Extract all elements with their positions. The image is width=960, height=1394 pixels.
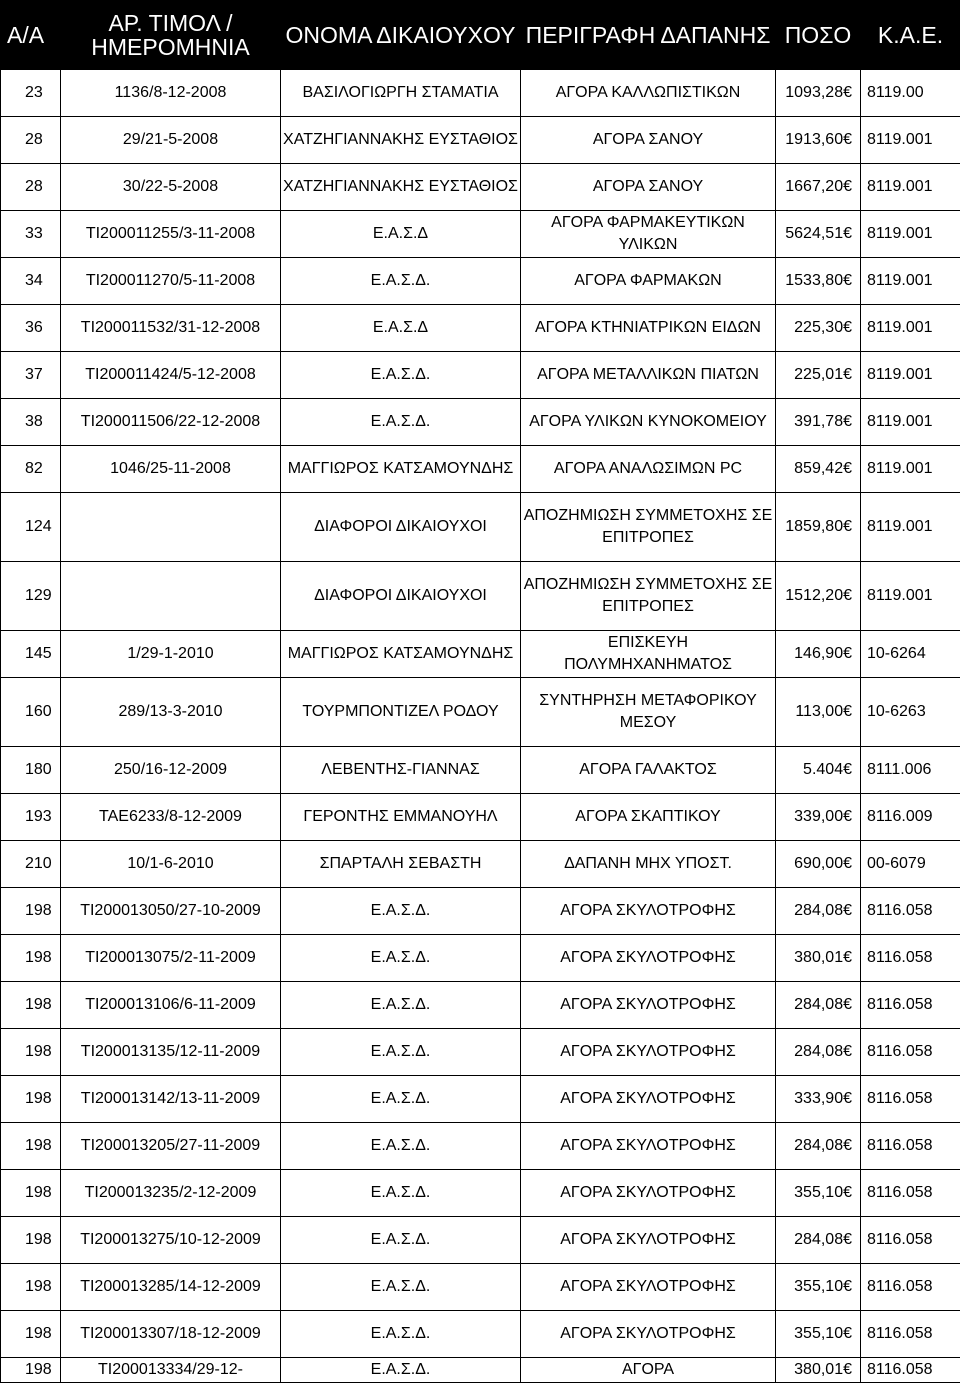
table-row: [1, 1170, 960, 1217]
beneficiary-cell: Ε.Α.Σ.Δ.: [281, 1311, 521, 1358]
aa-cell: 198: [1, 1311, 61, 1358]
amount-value: 5.404: [803, 761, 844, 778]
amount-cell: [776, 935, 861, 982]
euro-sign: €: [843, 272, 852, 289]
description-cell: ΑΓΟΡΑ ΓΑΛΑΚΤΟΣ: [521, 747, 776, 794]
amount-value: 146,90: [794, 645, 844, 662]
invoice-date-cell: ΤΙ200011270/5-11-2008: [61, 258, 281, 305]
beneficiary-cell: ΣΠΑΡΤΑΛΗ ΣΕΒΑΣΤΗ: [281, 841, 521, 888]
beneficiary-cell: Ε.Α.Σ.Δ.: [281, 935, 521, 982]
kae-cell: 10-6264: [861, 631, 960, 678]
beneficiary-cell: ΜΑΓΓΙΩΡΟΣ ΚΑΤΣΑΜΟΥΝΔΗΣ: [281, 631, 521, 678]
kae-cell: 8116.058: [861, 1358, 960, 1383]
invoice-date-cell: 30/22-5-2008: [61, 164, 281, 211]
header-invoice-date: ΑΡ. ΤΙΜΟΛ / ΗΜΕΡΟΜΗΝΙΑ: [61, 1, 281, 70]
euro-sign: €: [843, 645, 852, 662]
amount-cell: [776, 446, 861, 493]
table-row: [1, 399, 960, 446]
euro-sign: €: [843, 1043, 852, 1060]
kae-cell: 8116.058: [861, 888, 960, 935]
invoice-date-cell: ΤΙ200013135/12-11-2009: [61, 1029, 281, 1076]
euro-sign: €: [843, 84, 852, 101]
euro-sign: €: [843, 703, 852, 720]
amount-cell: [776, 1358, 861, 1383]
beneficiary-cell: Ε.Α.Σ.Δ.: [281, 982, 521, 1029]
table-row: [1, 1123, 960, 1170]
kae-cell: 8119.001: [861, 352, 960, 399]
table-row: [1, 1217, 960, 1264]
aa-cell: 37: [1, 352, 61, 399]
table-row: [1, 1264, 960, 1311]
beneficiary-cell: Ε.Α.Σ.Δ.: [281, 352, 521, 399]
aa-cell: 28: [1, 117, 61, 164]
amount-cell: [776, 493, 861, 562]
kae-cell: 8119.00: [861, 70, 960, 117]
header-row: [1, 1, 960, 70]
aa-cell: 198: [1, 1029, 61, 1076]
amount-value: 690,00: [794, 855, 844, 872]
amount-cell: [776, 1264, 861, 1311]
amount-value: 284,08: [794, 902, 844, 919]
table-row: [1, 841, 960, 888]
kae-cell: 8119.001: [861, 562, 960, 631]
description-cell: ΑΓΟΡΑ ΑΝΑΛΩΣΙΜΩΝ PC: [521, 446, 776, 493]
header-description: ΠΕΡΙΓΡΑΦΗ ΔΑΠΑΝΗΣ: [521, 1, 776, 70]
description-cell: ΑΓΟΡΑ ΣΑΝΟΥ: [521, 117, 776, 164]
table-row: [1, 678, 960, 747]
aa-cell: 180: [1, 747, 61, 794]
euro-sign: €: [843, 319, 852, 336]
table-row: [1, 258, 960, 305]
amount-value: 355,10: [794, 1184, 844, 1201]
kae-cell: 8119.001: [861, 399, 960, 446]
kae-cell: 8116.058: [861, 1170, 960, 1217]
amount-cell: [776, 1311, 861, 1358]
description-cell: ΑΓΟΡΑ ΜΕΤΑΛΛΙΚΩΝ ΠΙΑΤΩΝ: [521, 352, 776, 399]
amount-value: 380,01: [794, 949, 844, 966]
amount-value: 391,78: [794, 413, 844, 430]
amount-cell: [776, 1076, 861, 1123]
kae-cell: 8119.001: [861, 164, 960, 211]
kae-cell: 8116.058: [861, 1264, 960, 1311]
amount-value: 1667,20: [785, 178, 844, 195]
kae-cell: 8119.001: [861, 493, 960, 562]
invoice-date-cell: ΤΙ200013205/27-11-2009: [61, 1123, 281, 1170]
kae-cell: 8116.058: [861, 1217, 960, 1264]
aa-cell: 34: [1, 258, 61, 305]
amount-cell: [776, 982, 861, 1029]
table-row: [1, 1311, 960, 1358]
table-row: [1, 211, 960, 258]
description-cell: ΑΓΟΡΑ ΣΚΥΛΟΤΡΟΦΗΣ: [521, 1217, 776, 1264]
amount-cell: [776, 1123, 861, 1170]
invoice-date-cell: ΤΙ200011424/5-12-2008: [61, 352, 281, 399]
kae-cell: 8116.058: [861, 1029, 960, 1076]
aa-cell: 38: [1, 399, 61, 446]
description-cell: ΑΓΟΡΑ ΦΑΡΜΑΚΕΥΤΙΚΩΝ ΥΛΙΚΩΝ: [521, 211, 776, 258]
aa-cell: 124: [1, 493, 61, 562]
amount-cell: [776, 1170, 861, 1217]
euro-sign: €: [843, 366, 852, 383]
kae-cell: 10-6263: [861, 678, 960, 747]
beneficiary-cell: ΧΑΤΖΗΓΙΑΝΝΑΚΗΣ ΕΥΣΤΑΘΙΟΣ: [281, 117, 521, 164]
description-cell: ΑΓΟΡΑ ΚΑΛΛΩΠΙΣΤΙΚΩΝ: [521, 70, 776, 117]
header-kae: Κ.Α.Ε.: [861, 1, 960, 70]
aa-cell: 33: [1, 211, 61, 258]
beneficiary-cell: ΤΟΥΡΜΠΟΝΤΙΖΕΛ ΡΟΔΟΥ: [281, 678, 521, 747]
kae-cell: 8116.058: [861, 1311, 960, 1358]
table-row: [1, 493, 960, 562]
table-row: [1, 446, 960, 493]
amount-cell: [776, 399, 861, 446]
amount-value: 284,08: [794, 1043, 844, 1060]
invoice-date-cell: ΤΙ200011506/22-12-2008: [61, 399, 281, 446]
invoice-date-cell: ΤΙ200013075/2-11-2009: [61, 935, 281, 982]
amount-cell: [776, 1217, 861, 1264]
euro-sign: €: [843, 1278, 852, 1295]
invoice-date-cell: ΤΙ200011255/3-11-2008: [61, 211, 281, 258]
beneficiary-cell: Ε.Α.Σ.Δ.: [281, 1170, 521, 1217]
amount-cell: [776, 352, 861, 399]
aa-cell: 198: [1, 935, 61, 982]
beneficiary-cell: ΒΑΣΙΛΟΓΙΩΡΓΗ ΣΤΑΜΑΤΙΑ: [281, 70, 521, 117]
aa-cell: 198: [1, 1358, 61, 1383]
amount-value: 1512,20: [785, 587, 844, 604]
invoice-date-cell: 29/21-5-2008: [61, 117, 281, 164]
euro-sign: €: [843, 1231, 852, 1248]
description-cell: ΑΓΟΡΑ ΦΑΡΜΑΚΩΝ: [521, 258, 776, 305]
aa-cell: 198: [1, 1170, 61, 1217]
amount-cell: [776, 305, 861, 352]
table-row: [1, 631, 960, 678]
description-cell: ΑΓΟΡΑ ΣΚΥΛΟΤΡΟΦΗΣ: [521, 888, 776, 935]
euro-sign: €: [843, 131, 852, 148]
invoice-date-cell: ΤΙ200013106/6-11-2009: [61, 982, 281, 1029]
description-cell: ΑΓΟΡΑ ΣΚΥΛΟΤΡΟΦΗΣ: [521, 1311, 776, 1358]
amount-value: 1093,28: [785, 84, 844, 101]
euro-sign: €: [843, 1184, 852, 1201]
amount-cell: [776, 631, 861, 678]
table-row: [1, 982, 960, 1029]
beneficiary-cell: Ε.Α.Σ.Δ.: [281, 1123, 521, 1170]
description-cell: ΑΓΟΡΑ: [521, 1358, 776, 1383]
invoice-date-cell: 1046/25-11-2008: [61, 446, 281, 493]
description-cell: ΑΓΟΡΑ ΚΤΗΝΙΑΤΡΙΚΩΝ ΕΙΔΩΝ: [521, 305, 776, 352]
beneficiary-cell: Ε.Α.Σ.Δ.: [281, 399, 521, 446]
amount-value: 284,08: [794, 1137, 844, 1154]
amount-value: 113,00: [795, 703, 844, 720]
amount-value: 284,08: [794, 996, 844, 1013]
invoice-date-cell: [61, 493, 281, 562]
description-cell: ΣΥΝΤΗΡΗΣΗ ΜΕΤΑΦΟΡΙΚΟΥ ΜΕΣΟΥ: [521, 678, 776, 747]
invoice-date-cell: ΤΙ200013307/18-12-2009: [61, 1311, 281, 1358]
amount-cell: [776, 794, 861, 841]
euro-sign: €: [843, 1090, 852, 1107]
amount-value: 225,30: [794, 319, 844, 336]
amount-cell: [776, 70, 861, 117]
aa-cell: 160: [1, 678, 61, 747]
description-cell: ΔΑΠΑΝΗ ΜΗΧ ΥΠΟΣΤ.: [521, 841, 776, 888]
kae-cell: 8119.001: [861, 258, 960, 305]
description-cell: ΑΓΟΡΑ ΣΑΝΟΥ: [521, 164, 776, 211]
amount-value: 859,42: [794, 460, 844, 477]
amount-cell: [776, 678, 861, 747]
euro-sign: €: [843, 1137, 852, 1154]
euro-sign: €: [843, 996, 852, 1013]
description-cell: ΑΓΟΡΑ ΣΚΥΛΟΤΡΟΦΗΣ: [521, 1029, 776, 1076]
description-cell: ΕΠΙΣΚΕΥΗ ΠΟΛΥΜΗΧΑΝΗΜΑΤΟΣ: [521, 631, 776, 678]
amount-cell: [776, 258, 861, 305]
invoice-date-cell: 1/29-1-2010: [61, 631, 281, 678]
euro-sign: €: [843, 1361, 852, 1378]
aa-cell: 36: [1, 305, 61, 352]
amount-value: 355,10: [794, 1278, 844, 1295]
kae-cell: 8116.058: [861, 935, 960, 982]
table-row: [1, 562, 960, 631]
euro-sign: €: [843, 413, 852, 430]
invoice-date-cell: ΤΑΕ6233/8-12-2009: [61, 794, 281, 841]
aa-cell: 198: [1, 982, 61, 1029]
euro-sign: €: [843, 460, 852, 477]
euro-sign: €: [843, 587, 852, 604]
amount-value: 225,01: [794, 366, 844, 383]
kae-cell: 8119.001: [861, 446, 960, 493]
amount-value: 1913,60: [785, 131, 844, 148]
table-row: [1, 352, 960, 399]
beneficiary-cell: Ε.Α.Σ.Δ.: [281, 888, 521, 935]
table-row: [1, 888, 960, 935]
table-row: [1, 1076, 960, 1123]
kae-cell: 8116.058: [861, 1076, 960, 1123]
amount-cell: [776, 164, 861, 211]
description-cell: ΑΓΟΡΑ ΥΛΙΚΩΝ ΚΥΝΟΚΟΜΕΙΟΥ: [521, 399, 776, 446]
kae-cell: 8116.058: [861, 982, 960, 1029]
aa-cell: 210: [1, 841, 61, 888]
aa-cell: 23: [1, 70, 61, 117]
description-cell: ΑΓΟΡΑ ΣΚΥΛΟΤΡΟΦΗΣ: [521, 1170, 776, 1217]
euro-sign: €: [843, 808, 852, 825]
invoice-date-cell: ΤΙ200013275/10-12-2009: [61, 1217, 281, 1264]
beneficiary-cell: Ε.Α.Σ.Δ.: [281, 1264, 521, 1311]
amount-cell: [776, 562, 861, 631]
beneficiary-cell: ΧΑΤΖΗΓΙΑΝΝΑΚΗΣ ΕΥΣΤΑΘΙΟΣ: [281, 164, 521, 211]
aa-cell: 82: [1, 446, 61, 493]
amount-cell: [776, 888, 861, 935]
beneficiary-cell: Ε.Α.Σ.Δ.: [281, 1029, 521, 1076]
beneficiary-cell: Ε.Α.Σ.Δ.: [281, 1076, 521, 1123]
kae-cell: 8119.001: [861, 305, 960, 352]
header-amount: ΠΟΣΟ: [776, 1, 861, 70]
invoice-date-cell: ΤΙ200013334/29-12-: [61, 1358, 281, 1383]
table-row: [1, 747, 960, 794]
euro-sign: €: [843, 949, 852, 966]
invoice-date-cell: ΤΙ200011532/31-12-2008: [61, 305, 281, 352]
amount-value: 5624,51: [785, 225, 844, 242]
table-row: [1, 1358, 960, 1383]
description-cell: ΑΓΟΡΑ ΣΚΥΛΟΤΡΟΦΗΣ: [521, 1123, 776, 1170]
amount-value: 284,08: [794, 1231, 844, 1248]
table-row: [1, 935, 960, 982]
beneficiary-cell: Ε.Α.Σ.Δ.: [281, 258, 521, 305]
description-cell: ΑΓΟΡΑ ΣΚΥΛΟΤΡΟΦΗΣ: [521, 1076, 776, 1123]
description-cell: ΑΠΟΖΗΜΙΩΣΗ ΣΥΜΜΕΤΟΧΗΣ ΣΕ ΕΠΙΤΡΟΠΕΣ: [521, 562, 776, 631]
invoice-date-cell: 289/13-3-2010: [61, 678, 281, 747]
kae-cell: 00-6079: [861, 841, 960, 888]
invoice-date-cell: ΤΙ200013142/13-11-2009: [61, 1076, 281, 1123]
amount-cell: [776, 211, 861, 258]
aa-cell: 193: [1, 794, 61, 841]
beneficiary-cell: ΔΙΑΦΟΡΟΙ ΔΙΚΑΙΟΥΧΟΙ: [281, 562, 521, 631]
amount-value: 1533,80: [785, 272, 844, 289]
aa-cell: 198: [1, 1076, 61, 1123]
beneficiary-cell: Ε.Α.Σ.Δ.: [281, 1217, 521, 1264]
beneficiary-cell: ΔΙΑΦΟΡΟΙ ΔΙΚΑΙΟΥΧΟΙ: [281, 493, 521, 562]
beneficiary-cell: ΜΑΓΓΙΩΡΟΣ ΚΑΤΣΑΜΟΥΝΔΗΣ: [281, 446, 521, 493]
euro-sign: €: [843, 178, 852, 195]
aa-cell: 129: [1, 562, 61, 631]
aa-cell: 198: [1, 1217, 61, 1264]
amount-cell: [776, 841, 861, 888]
header-beneficiary: ΟΝΟΜΑ ΔΙΚΑΙΟΥΧΟΥ: [281, 1, 521, 70]
invoice-date-cell: 250/16-12-2009: [61, 747, 281, 794]
invoice-date-cell: ΤΙ200013285/14-12-2009: [61, 1264, 281, 1311]
kae-cell: 8119.001: [861, 117, 960, 164]
beneficiary-cell: ΓΕΡΟΝΤΗΣ ΕΜΜΑΝΟΥΗΛ: [281, 794, 521, 841]
invoice-date-cell: [61, 562, 281, 631]
description-cell: ΑΠΟΖΗΜΙΩΣΗ ΣΥΜΜΕΤΟΧΗΣ ΣΕ ΕΠΙΤΡΟΠΕΣ: [521, 493, 776, 562]
euro-sign: €: [843, 902, 852, 919]
aa-cell: 198: [1, 1123, 61, 1170]
beneficiary-cell: Ε.Α.Σ.Δ: [281, 211, 521, 258]
kae-cell: 8116.058: [861, 1123, 960, 1170]
amount-cell: [776, 1029, 861, 1076]
aa-cell: 198: [1, 888, 61, 935]
kae-cell: 8111.006: [861, 747, 960, 794]
invoice-date-cell: 1136/8-12-2008: [61, 70, 281, 117]
aa-cell: 198: [1, 1264, 61, 1311]
table-row: [1, 164, 960, 211]
amount-cell: [776, 117, 861, 164]
table-row: [1, 305, 960, 352]
euro-sign: €: [843, 225, 852, 242]
amount-value: 333,90: [794, 1090, 844, 1107]
beneficiary-cell: Ε.Α.Σ.Δ: [281, 305, 521, 352]
description-cell: ΑΓΟΡΑ ΣΚΥΛΟΤΡΟΦΗΣ: [521, 935, 776, 982]
invoice-date-cell: ΤΙ200013050/27-10-2009: [61, 888, 281, 935]
amount-value: 339,00: [794, 808, 844, 825]
amount-value: 355,10: [794, 1325, 844, 1342]
description-cell: ΑΓΟΡΑ ΣΚΥΛΟΤΡΟΦΗΣ: [521, 982, 776, 1029]
header-aa: Α/Α: [1, 1, 61, 70]
beneficiary-cell: Ε.Α.Σ.Δ.: [281, 1358, 521, 1383]
aa-cell: 145: [1, 631, 61, 678]
invoice-date-cell: ΤΙ200013235/2-12-2009: [61, 1170, 281, 1217]
amount-value: 380,01: [794, 1361, 844, 1378]
description-cell: ΑΓΟΡΑ ΣΚΥΛΟΤΡΟΦΗΣ: [521, 1264, 776, 1311]
euro-sign: €: [843, 518, 852, 535]
euro-sign: €: [843, 1325, 852, 1342]
amount-value: 1859,80: [785, 518, 844, 535]
amount-cell: [776, 747, 861, 794]
table-row: [1, 794, 960, 841]
kae-cell: 8119.001: [861, 211, 960, 258]
kae-cell: 8116.009: [861, 794, 960, 841]
beneficiary-cell: ΛΕΒΕΝΤΗΣ-ΓΙΑΝΝΑΣ: [281, 747, 521, 794]
table-row: [1, 117, 960, 164]
euro-sign: €: [843, 761, 852, 778]
aa-cell: 28: [1, 164, 61, 211]
table-row: [1, 70, 960, 117]
euro-sign: €: [843, 855, 852, 872]
invoice-date-cell: 10/1-6-2010: [61, 841, 281, 888]
description-cell: ΑΓΟΡΑ ΣΚΑΠΤΙΚΟΥ: [521, 794, 776, 841]
table-row: [1, 1029, 960, 1076]
